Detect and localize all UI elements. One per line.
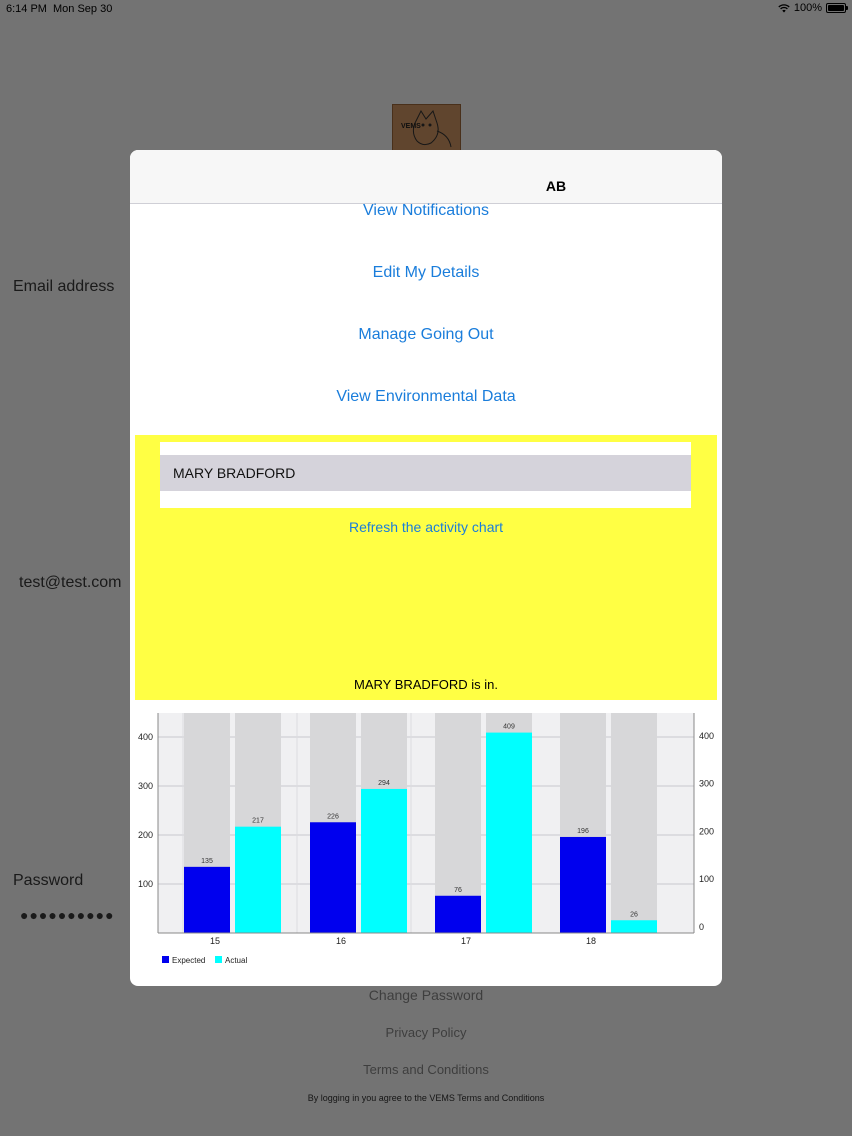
y-right-tick-label: 200 bbox=[699, 826, 715, 837]
bar-data-label: 226 bbox=[327, 813, 339, 821]
x-tick-label: 15 bbox=[209, 936, 221, 946]
bar-actual bbox=[235, 827, 281, 933]
view-environmental-data-button[interactable]: View Environmental Data bbox=[336, 388, 516, 405]
y-left-tick-label: 100 bbox=[137, 879, 153, 889]
picker-selected-name: MARY BRADFORD bbox=[173, 465, 296, 481]
modal-title: AB bbox=[545, 178, 567, 194]
y-right-tick-label: 100 bbox=[699, 874, 715, 885]
resident-status-text: MARY BRADFORD is in. bbox=[354, 677, 498, 692]
y-left-tick-label: 200 bbox=[137, 830, 153, 840]
bar-actual bbox=[611, 920, 657, 933]
bar-actual bbox=[361, 789, 407, 933]
user-menu-modal bbox=[130, 150, 722, 986]
y-left-tick-label: 300 bbox=[137, 781, 153, 791]
edit-my-details-button[interactable]: Edit My Details bbox=[372, 264, 480, 281]
resident-picker[interactable] bbox=[160, 442, 691, 508]
bar-background bbox=[611, 713, 657, 933]
bar-actual bbox=[486, 733, 532, 933]
x-tick-label: 16 bbox=[335, 936, 347, 946]
bar-expected bbox=[184, 867, 230, 933]
activity-chart bbox=[130, 710, 722, 972]
legend-swatch-actual bbox=[215, 956, 222, 963]
y-right-tick-label: 400 bbox=[699, 730, 715, 741]
x-tick-label: 17 bbox=[460, 936, 472, 946]
x-tick-label: 18 bbox=[585, 936, 597, 946]
chart-legend bbox=[162, 956, 247, 965]
bar-data-label: 294 bbox=[378, 779, 390, 787]
bar-data-label: 196 bbox=[577, 827, 589, 835]
modal-header bbox=[130, 150, 722, 204]
bar-expected bbox=[435, 896, 481, 933]
manage-going-out-button[interactable]: Manage Going Out bbox=[358, 326, 494, 343]
bar-expected bbox=[560, 837, 606, 933]
y-left-tick-label: 400 bbox=[137, 732, 153, 742]
bar-data-label: 217 bbox=[252, 817, 264, 825]
bar-data-label: 26 bbox=[630, 911, 638, 919]
bar-data-label: 76 bbox=[454, 886, 462, 894]
bar-data-label: 135 bbox=[201, 857, 213, 865]
legend-swatch-expected bbox=[162, 956, 169, 963]
bar-data-label: 409 bbox=[503, 723, 515, 731]
activity-panel bbox=[135, 435, 717, 700]
refresh-activity-chart-button[interactable]: Refresh the activity chart bbox=[348, 519, 504, 535]
view-notifications-button[interactable]: View Notifications bbox=[363, 202, 489, 219]
picker-selected-row[interactable] bbox=[160, 455, 691, 491]
bar-expected bbox=[310, 822, 356, 933]
y-right-tick-label: 300 bbox=[699, 778, 715, 789]
y-right-tick-label: 0 bbox=[699, 922, 705, 932]
legend-label-expected: Expected bbox=[172, 956, 206, 965]
legend-label-actual: Actual bbox=[225, 956, 248, 965]
